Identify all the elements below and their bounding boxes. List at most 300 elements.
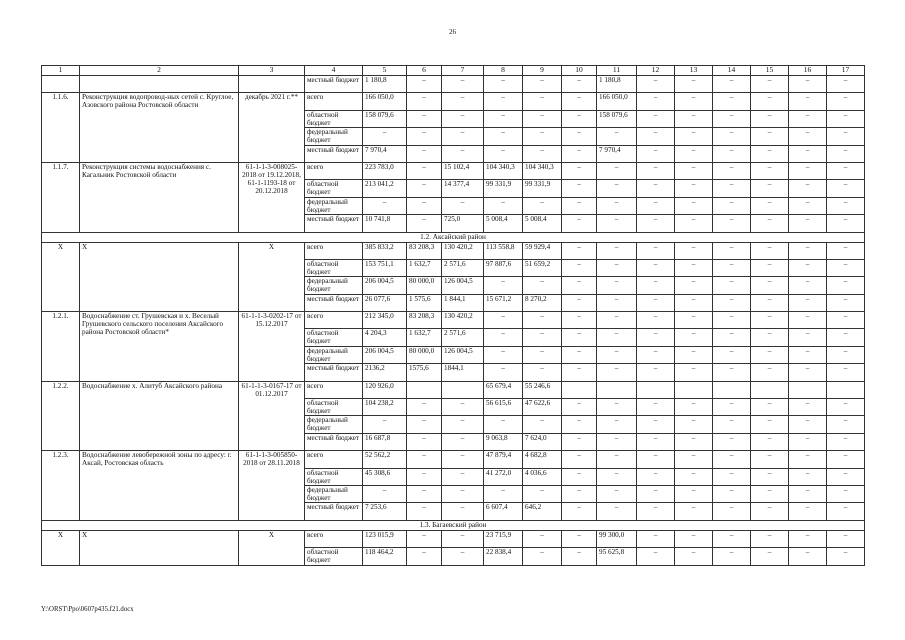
table-cell: – — [562, 530, 597, 547]
table-cell: 45 308,6 — [363, 468, 407, 485]
table-cell: – — [442, 93, 484, 110]
table-cell: – — [713, 485, 751, 502]
table-cell: – — [713, 548, 751, 565]
table-cell: – — [562, 548, 597, 565]
column-header: 4 — [305, 66, 363, 76]
table-cell: 22 838,4 — [484, 548, 523, 565]
table-cell: – — [789, 242, 827, 259]
table-cell: – — [597, 242, 637, 259]
table-cell: – — [484, 197, 523, 214]
table-cell: – — [827, 93, 865, 110]
table-cell: – — [713, 162, 751, 179]
table-cell: – — [562, 346, 597, 363]
table-cell: – — [713, 433, 751, 450]
table-cell: 130 420,2 — [442, 312, 484, 329]
table-cell: 97 887,6 — [484, 259, 523, 276]
table-cell: – — [637, 399, 675, 416]
table-cell: – — [597, 468, 637, 485]
table-cell: – — [597, 364, 637, 381]
table-cell: местный бюджет — [305, 364, 363, 381]
table-cell: – — [442, 110, 484, 127]
table-cell: – — [597, 346, 637, 363]
table-cell: 5 008,4 — [523, 215, 562, 232]
table-cell: – — [713, 312, 751, 329]
table-cell: 1.1.7. — [42, 162, 80, 232]
table-cell: – — [597, 197, 637, 214]
table-cell: – — [637, 451, 675, 468]
table-row — [42, 381, 865, 398]
table-cell: – — [523, 277, 562, 294]
table-cell: – — [637, 76, 675, 93]
table-cell: – — [407, 197, 442, 214]
table-cell: – — [562, 242, 597, 259]
table-cell: – — [562, 433, 597, 450]
table-cell: – — [597, 399, 637, 416]
table-cell: – — [713, 416, 751, 433]
table-cell: всего — [305, 93, 363, 110]
table-cell: Реконструкция системы водоснабжения с. Кагальник Ростовской области — [80, 162, 239, 232]
table-cell — [789, 381, 827, 398]
column-header: 6 — [407, 66, 442, 76]
table-cell: – — [675, 277, 713, 294]
section-row — [42, 520, 865, 530]
table-cell: – — [789, 180, 827, 197]
table-cell: – — [562, 312, 597, 329]
table-cell: 14 377,4 — [442, 180, 484, 197]
column-header: 5 — [363, 66, 407, 76]
table-cell: 80 000,0 — [407, 277, 442, 294]
table-cell: – — [827, 76, 865, 93]
table-cell: федеральный бюджет — [305, 485, 363, 502]
table-cell: – — [751, 312, 789, 329]
table-cell: – — [523, 110, 562, 127]
table-cell: – — [597, 503, 637, 520]
table-cell: – — [713, 215, 751, 232]
table-cell: – — [637, 548, 675, 565]
table-cell: – — [675, 110, 713, 127]
table-cell: Водоснабжение х. Алитуб Аксайского района — [80, 381, 239, 451]
table-cell: Х — [42, 530, 80, 565]
table-cell: – — [637, 259, 675, 276]
table-cell: – — [562, 451, 597, 468]
table-cell: – — [675, 294, 713, 311]
table-cell: – — [713, 346, 751, 363]
table-cell: 16 687,8 — [363, 433, 407, 450]
table-cell: – — [751, 548, 789, 565]
table-cell: – — [523, 197, 562, 214]
table-cell: – — [562, 416, 597, 433]
table-cell: Х — [80, 242, 239, 312]
table-cell: – — [442, 503, 484, 520]
table-cell: – — [562, 259, 597, 276]
table-cell: 153 751,1 — [363, 259, 407, 276]
table-cell: – — [562, 503, 597, 520]
table-cell: местный бюджет — [305, 145, 363, 162]
table-cell: – — [407, 433, 442, 450]
table-cell: – — [675, 93, 713, 110]
table-cell: – — [597, 329, 637, 346]
table-cell: 725,0 — [442, 215, 484, 232]
table-cell: – — [442, 468, 484, 485]
table-cell: всего — [305, 312, 363, 329]
table-cell: – — [484, 277, 523, 294]
table-cell: – — [713, 93, 751, 110]
table-cell: – — [675, 485, 713, 502]
table-cell: – — [827, 364, 865, 381]
table-cell: 99 331,9 — [523, 180, 562, 197]
table-cell: областной бюджет — [305, 468, 363, 485]
table-cell: – — [637, 312, 675, 329]
table-cell — [637, 381, 675, 398]
table-cell: – — [789, 399, 827, 416]
table-cell: 223 783,0 — [363, 162, 407, 179]
table-cell: – — [597, 128, 637, 145]
table-cell: – — [789, 110, 827, 127]
table-cell: 126 004,5 — [442, 346, 484, 363]
table-cell: – — [827, 416, 865, 433]
table-cell: областной бюджет — [305, 110, 363, 127]
table-cell: 4 204,3 — [363, 329, 407, 346]
table-cell: – — [713, 242, 751, 259]
table-cell: – — [827, 503, 865, 520]
table-row — [42, 530, 865, 547]
table-cell: – — [675, 416, 713, 433]
table-cell: – — [713, 76, 751, 93]
table-cell: – — [751, 197, 789, 214]
table-cell: федеральный бюджет — [305, 346, 363, 363]
table-cell: – — [751, 294, 789, 311]
table-cell: – — [827, 485, 865, 502]
table-cell: – — [713, 329, 751, 346]
table-cell: – — [789, 197, 827, 214]
table-cell: – — [523, 416, 562, 433]
table-cell: – — [751, 364, 789, 381]
table-cell: 4 036,6 — [523, 468, 562, 485]
table-cell: 8 270,2 — [523, 294, 562, 311]
table-cell: – — [827, 242, 865, 259]
table-cell: – — [827, 312, 865, 329]
column-header: 1 — [42, 66, 80, 76]
table-cell: – — [789, 259, 827, 276]
table-cell: – — [407, 503, 442, 520]
table-cell: – — [484, 416, 523, 433]
table-cell: – — [751, 128, 789, 145]
table-cell: – — [637, 346, 675, 363]
table-cell: – — [675, 399, 713, 416]
table-cell: 9 063,8 — [484, 433, 523, 450]
table-cell: – — [523, 312, 562, 329]
table-cell: – — [789, 277, 827, 294]
table-cell: – — [713, 145, 751, 162]
table-cell: – — [484, 312, 523, 329]
table-cell: – — [789, 433, 827, 450]
table-cell: – — [562, 329, 597, 346]
table-cell: – — [442, 433, 484, 450]
table-cell: – — [675, 468, 713, 485]
table-cell: – — [789, 364, 827, 381]
table-cell: – — [442, 451, 484, 468]
table-cell: всего — [305, 381, 363, 398]
table-cell: – — [751, 329, 789, 346]
table-cell: – — [637, 197, 675, 214]
table-cell: – — [562, 128, 597, 145]
table-cell: 23 715,9 — [484, 530, 523, 547]
column-header: 10 — [562, 66, 597, 76]
table-cell: – — [827, 197, 865, 214]
table-cell: – — [562, 485, 597, 502]
table-cell: – — [751, 503, 789, 520]
table-cell: областной бюджет — [305, 180, 363, 197]
column-header: 16 — [789, 66, 827, 76]
table-cell: Х — [239, 530, 305, 565]
table-cell: – — [442, 399, 484, 416]
table-cell: – — [751, 110, 789, 127]
table-cell: – — [363, 485, 407, 502]
section-title: 1.2. Аксайский район — [42, 232, 865, 242]
table-cell: – — [637, 128, 675, 145]
table-cell: 59 929,4 — [523, 242, 562, 259]
table-cell: – — [751, 145, 789, 162]
table-cell: – — [597, 294, 637, 311]
table-cell: – — [407, 416, 442, 433]
table-cell: федеральный бюджет — [305, 416, 363, 433]
table-cell: – — [675, 162, 713, 179]
column-header: 2 — [80, 66, 239, 76]
table-cell — [42, 76, 80, 93]
table-cell: – — [523, 548, 562, 565]
table-cell: – — [675, 180, 713, 197]
table-cell: – — [363, 416, 407, 433]
table-cell — [442, 381, 484, 398]
table-cell: – — [789, 548, 827, 565]
table-cell: областной бюджет — [305, 259, 363, 276]
table-cell: – — [637, 433, 675, 450]
table-cell: – — [713, 259, 751, 276]
table-cell: – — [713, 277, 751, 294]
table-cell: – — [597, 416, 637, 433]
table-cell: – — [751, 485, 789, 502]
table-cell: – — [407, 128, 442, 145]
table-cell: – — [827, 399, 865, 416]
table-cell: 123 015,9 — [363, 530, 407, 547]
table-cell: 56 615,6 — [484, 399, 523, 416]
table-cell: – — [713, 110, 751, 127]
table-cell: – — [789, 215, 827, 232]
table-cell: – — [751, 180, 789, 197]
table-cell: 1.2.2. — [42, 381, 80, 451]
table-cell: – — [562, 468, 597, 485]
table-cell — [713, 381, 751, 398]
table-cell: – — [789, 451, 827, 468]
table-cell: местный бюджет — [305, 76, 363, 93]
table-cell: – — [637, 93, 675, 110]
table-cell: – — [827, 162, 865, 179]
table-cell: – — [751, 416, 789, 433]
table-cell: – — [407, 145, 442, 162]
table-cell: 15 102,4 — [442, 162, 484, 179]
table-cell: – — [789, 468, 827, 485]
table-cell: – — [751, 346, 789, 363]
table-cell: – — [523, 485, 562, 502]
table-cell: 61-1-1-3-005850-2018 от 28.11.2018 — [239, 451, 305, 521]
table-cell: – — [827, 128, 865, 145]
table-cell: Водоснабжение ст. Грушевская и х. Веселый Грушевского сельского поселения Аксайского района Ростовской области* — [80, 312, 239, 382]
column-header: 14 — [713, 66, 751, 76]
table-cell: – — [407, 530, 442, 547]
table-cell: – — [523, 530, 562, 547]
table-cell: всего — [305, 162, 363, 179]
table-cell: – — [713, 399, 751, 416]
table-cell: – — [442, 530, 484, 547]
table-cell: – — [562, 197, 597, 214]
table-row — [42, 76, 865, 93]
table-cell: – — [442, 548, 484, 565]
table-cell: – — [407, 180, 442, 197]
table-cell: всего — [305, 451, 363, 468]
page-number: 26 — [449, 28, 456, 36]
table-cell: – — [751, 259, 789, 276]
table-cell: – — [789, 145, 827, 162]
table-cell: – — [751, 433, 789, 450]
table-cell: – — [827, 548, 865, 565]
table-cell: – — [827, 215, 865, 232]
table-cell: федеральный бюджет — [305, 277, 363, 294]
table-cell: – — [675, 433, 713, 450]
table-cell: – — [484, 128, 523, 145]
table-cell: – — [562, 215, 597, 232]
table-cell: – — [789, 76, 827, 93]
table-cell: – — [562, 364, 597, 381]
table-cell: 206 004,5 — [363, 346, 407, 363]
table-cell: областной бюджет — [305, 548, 363, 565]
table-cell: – — [789, 530, 827, 547]
table-cell: 7 970,4 — [363, 145, 407, 162]
table-cell: – — [407, 399, 442, 416]
table-cell: – — [827, 259, 865, 276]
table-cell: – — [562, 294, 597, 311]
table-cell: 2 571,6 — [442, 329, 484, 346]
table-cell: – — [751, 451, 789, 468]
table-cell: – — [827, 145, 865, 162]
table-cell: местный бюджет — [305, 215, 363, 232]
column-header: 7 — [442, 66, 484, 76]
table-cell: 2136,2 — [363, 364, 407, 381]
table-cell: – — [407, 548, 442, 565]
table-cell: Х — [239, 242, 305, 312]
table-cell: – — [597, 277, 637, 294]
table-cell: 1844,1 — [442, 364, 484, 381]
table-cell: – — [562, 277, 597, 294]
footer-file-path: Y:\ORST\Ppo\0607p435.f21.docx — [41, 606, 134, 613]
table-cell: – — [637, 364, 675, 381]
table-cell: 2 571,6 — [442, 259, 484, 276]
table-cell: – — [789, 346, 827, 363]
table-cell: федеральный бюджет — [305, 197, 363, 214]
table-cell: 1 632,7 — [407, 259, 442, 276]
table-cell: – — [484, 93, 523, 110]
table-cell: федеральный бюджет — [305, 128, 363, 145]
table-cell: 47 879,4 — [484, 451, 523, 468]
table-cell: – — [407, 110, 442, 127]
table-cell: – — [523, 329, 562, 346]
table-cell: – — [597, 312, 637, 329]
table-cell: 158 079,6 — [363, 110, 407, 127]
table-cell: – — [597, 259, 637, 276]
table-cell: 99 331,9 — [484, 180, 523, 197]
table-cell: 26 077,6 — [363, 294, 407, 311]
table-cell: – — [484, 76, 523, 93]
table-cell: 51 659,2 — [523, 259, 562, 276]
table-cell: 1 180,8 — [597, 76, 637, 93]
table-cell: – — [637, 329, 675, 346]
table-cell: – — [675, 76, 713, 93]
table-cell: 1 575,6 — [407, 294, 442, 311]
table-cell: – — [751, 242, 789, 259]
table-cell: – — [637, 242, 675, 259]
table-cell: – — [562, 399, 597, 416]
table-cell: 120 926,0 — [363, 381, 407, 398]
table-cell: – — [407, 76, 442, 93]
table-cell: 6 607,4 — [484, 503, 523, 520]
table-cell: 646,2 — [523, 503, 562, 520]
section-title: 1.3. Багаевский район — [42, 520, 865, 530]
table-header-row — [42, 66, 865, 76]
table-cell: – — [442, 76, 484, 93]
table-cell: 1.2.1. — [42, 312, 80, 382]
table-cell: – — [407, 468, 442, 485]
table-cell: – — [675, 346, 713, 363]
table-cell: – — [675, 197, 713, 214]
table-cell: – — [751, 399, 789, 416]
table-cell: – — [789, 485, 827, 502]
table-cell: – — [751, 93, 789, 110]
table-cell: 61-1-1-3-008025-2018 от 19.12.2018, 61-1-1193-18 от 20.12.2018 — [239, 162, 305, 232]
table-cell: – — [675, 215, 713, 232]
table-cell: 104 340,3 — [523, 162, 562, 179]
table-cell: – — [637, 485, 675, 502]
table-cell: 104 340,3 — [484, 162, 523, 179]
table-cell: областной бюджет — [305, 329, 363, 346]
table-cell: 206 004,5 — [363, 277, 407, 294]
table-cell: – — [713, 294, 751, 311]
table-cell: областной бюджет — [305, 399, 363, 416]
table-cell: – — [407, 215, 442, 232]
table-cell: 47 622,6 — [523, 399, 562, 416]
table-cell: 80 000,0 — [407, 346, 442, 363]
table-cell: – — [363, 197, 407, 214]
table-cell: 99 300,0 — [597, 530, 637, 547]
table-cell: Х — [42, 242, 80, 312]
table-cell: 83 208,3 — [407, 312, 442, 329]
table-cell: – — [637, 294, 675, 311]
table-cell: – — [751, 162, 789, 179]
table-cell: – — [827, 329, 865, 346]
table-cell: – — [637, 145, 675, 162]
table-cell: – — [637, 215, 675, 232]
table-cell: – — [597, 485, 637, 502]
table-cell: – — [637, 530, 675, 547]
table-cell: 52 562,2 — [363, 451, 407, 468]
table-cell: – — [407, 162, 442, 179]
table-cell: – — [523, 145, 562, 162]
table-cell: 61-1-1-3-0202-17 от 15.12.2017 — [239, 312, 305, 382]
table-cell — [597, 381, 637, 398]
table-cell: – — [562, 93, 597, 110]
budget-table — [41, 65, 865, 566]
table-cell: 95 625,8 — [597, 548, 637, 565]
column-header: 8 — [484, 66, 523, 76]
table-cell: 7 253,6 — [363, 503, 407, 520]
